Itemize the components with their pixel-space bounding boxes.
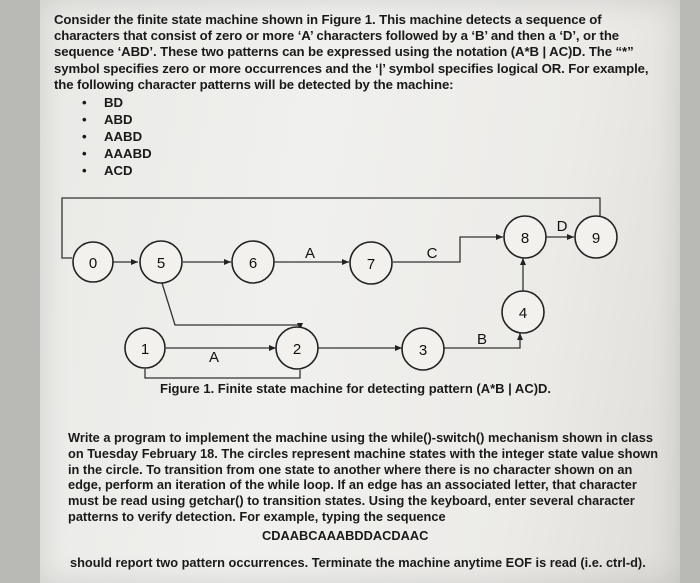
state-label: 9 — [591, 230, 601, 247]
edge-7-to-8 — [393, 237, 503, 262]
state-label: 5 — [156, 255, 166, 272]
state-label: 1 — [140, 341, 150, 358]
body-line: patterns to verify detection. For example, typing the sequence — [68, 508, 446, 524]
pattern-item: • ACD — [82, 162, 152, 179]
state-label: 0 — [88, 255, 98, 272]
body-line: edge, perform an iteration of the while loop. If an edge has an associated letter, that character — [68, 477, 637, 493]
example-sequence: CDAABCAAABDDACDAAC — [262, 528, 429, 543]
state-label: 8 — [520, 230, 530, 247]
edge-5-to-2 — [162, 283, 300, 330]
pattern-item: • AAABD — [82, 145, 152, 162]
edge-label-b: B — [476, 331, 488, 348]
intro-line: characters that consist of zero or more ‘A’ characters followed by a ‘B’ and then a ‘D’, or the — [54, 28, 620, 44]
intro-line: the following character patterns will be detected by the machine: — [54, 76, 454, 92]
body-line: Write a program to implement the machine using the while()-switch() mechanism shown in class — [68, 430, 653, 445]
figure-caption: Figure 1. Finite state machine for detecting pattern (A*B | AC)D. — [160, 381, 552, 396]
final-line: should report two pattern occurrences. Terminate the machine anytime EOF is read (i.e. ctrl-d). — [70, 555, 646, 570]
body-line: on Tuesday February 18. The circles represent machine states with the integer state value shown — [68, 445, 659, 461]
intro-line: sequence ‘ABD’. These two patterns can be expressed using the notation (A*B | AC)D. The “*” — [54, 44, 634, 60]
state-label: 3 — [418, 342, 428, 359]
edge-label-a-top: A — [304, 245, 316, 262]
body-paragraph — [68, 430, 668, 525]
state-label: 4 — [518, 305, 528, 322]
state-label: 2 — [292, 341, 302, 358]
edge-label-a-bottom: A — [208, 349, 220, 366]
state-label: 6 — [248, 255, 258, 272]
state-label: 7 — [366, 256, 376, 273]
pattern-item: • ABD — [82, 111, 152, 128]
pattern-item: • AABD — [82, 128, 152, 145]
edge-1-loop — [145, 369, 300, 378]
body-line: in the circle. To transition from one state to another where there is no character shown on an — [68, 461, 633, 477]
intro-line: Consider the finite state machine shown in Figure 1. This machine detects a sequence of — [54, 12, 602, 27]
pattern-item: • BD — [82, 94, 152, 111]
body-line: must be read using getchar() to transition states. Using the keyboard, enter several character — [68, 493, 635, 509]
edge-label-d: D — [556, 218, 568, 235]
intro-line: symbol specifies zero or more occurrences and the ‘|’ symbol specifies logical OR. For example, — [54, 60, 649, 76]
edge-label-c: C — [426, 245, 438, 262]
